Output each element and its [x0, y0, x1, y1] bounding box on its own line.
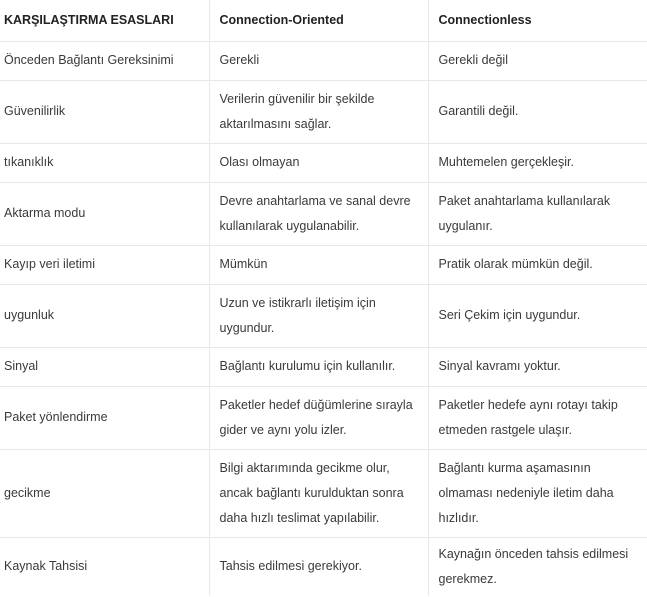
row-label: Önceden Bağlantı Gereksinimi	[0, 41, 209, 80]
row-label: tıkanıklık	[0, 143, 209, 182]
connectionless-cell: Kaynağın önceden tahsis edilmesi gerekmez.	[438, 546, 629, 586]
connectionless-cell: Sinyal kavramı yoktur.	[428, 347, 647, 386]
table-row	[0, 537, 647, 596]
table-row	[0, 386, 647, 449]
header-basis: KARŞILAŞTIRMA ESASLARI	[0, 0, 209, 41]
connection-oriented-cell: Bağlantı kurulumu için kullanılır.	[209, 347, 428, 386]
connection-oriented-cell: Mümkün	[209, 245, 428, 284]
table-row	[0, 182, 647, 245]
row-label: Paket yönlendirme	[0, 386, 209, 449]
table-row	[0, 284, 647, 347]
connection-oriented-cell: Verilerin güvenilir bir şekilde aktarılmasını sağlar.	[209, 80, 428, 143]
connection-oriented-cell: Paketler hedef düğümlerine sırayla gider ve aynı yolu izler.	[209, 386, 428, 449]
row-label: Güvenilirlik	[0, 80, 209, 143]
table-header-row	[0, 0, 647, 41]
connection-oriented-cell: Olası olmayan	[209, 143, 428, 182]
table-row	[0, 449, 647, 537]
connection-oriented-cell: Uzun ve istikrarlı iletişim için uygundur.	[209, 284, 428, 347]
table-row	[0, 143, 647, 182]
row-label: Sinyal	[0, 347, 209, 386]
connectionless-cell: Paket anahtarlama kullanılarak uygulanır.	[428, 182, 647, 245]
table-row	[0, 41, 647, 80]
row-label: uygunluk	[0, 284, 209, 347]
connection-oriented-cell: Devre anahtarlama ve sanal devre kullanılarak uygulanabilir.	[209, 182, 428, 245]
row-label: Kayıp veri iletimi	[0, 245, 209, 284]
connection-oriented-cell: Bilgi aktarımında gecikme olur, ancak bağlantı kurulduktan sonra daha hızlı teslimat yapılabilir.	[209, 449, 428, 537]
connection-oriented-cell: Gerekli	[209, 41, 428, 80]
connectionless-cell: Seri Çekim için uygundur.	[428, 284, 647, 347]
connectionless-cell: Bağlantı kurma aşamasının olmaması nedeniyle iletim daha hızlıdır.	[428, 449, 647, 537]
header-connection-oriented: Connection-Oriented	[209, 0, 428, 41]
connectionless-cell: Muhtemelen gerçekleşir.	[428, 143, 647, 182]
row-label: Kaynak Tahsisi	[0, 537, 209, 596]
table-row	[0, 245, 647, 284]
connectionless-cell: Gerekli değil	[428, 41, 647, 80]
connection-oriented-cell: Tahsis edilmesi gerekiyor.	[209, 537, 428, 596]
header-connectionless: Connectionless	[428, 0, 647, 41]
row-label: gecikme	[0, 449, 209, 537]
table-row	[0, 80, 647, 143]
row-label: Aktarma modu	[0, 182, 209, 245]
connectionless-cell: Paketler hedefe aynı rotayı takip etmeden rastgele ulaşır.	[428, 386, 647, 449]
connectionless-cell: Garantili değil.	[428, 80, 647, 143]
table-row	[0, 347, 647, 386]
connectionless-cell: Pratik olarak mümkün değil.	[428, 245, 647, 284]
